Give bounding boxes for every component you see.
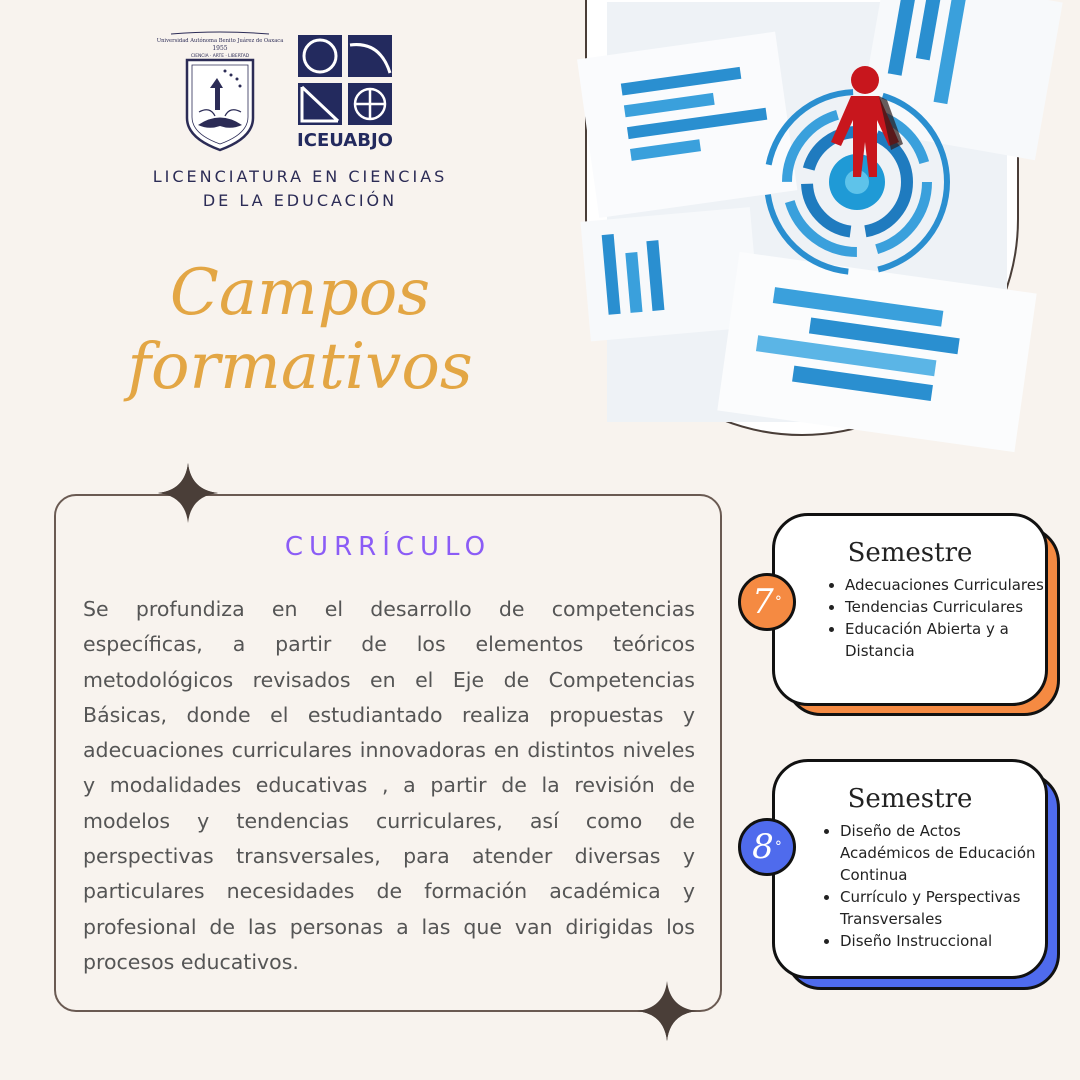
title-line-1: Campos: [169, 256, 431, 330]
program-line-2: DE LA EDUCACIÓN: [202, 191, 398, 210]
program-line-1: LICENCIATURA EN CIENCIAS: [152, 167, 448, 186]
semester-8-title: Semestre: [847, 784, 973, 814]
list-item: • Currículo y Perspectivas Transversales: [840, 886, 1052, 930]
semester-8-badge: [738, 818, 796, 876]
curriculum-card: [54, 494, 722, 1012]
list-item: • Adecuaciones Curriculares: [845, 574, 1050, 596]
uabjo-motto-text: CIENCIA · ARTE · LIBERTAD: [190, 54, 250, 59]
arch-photo-frame: [585, 0, 1019, 436]
semester-8-list: [820, 820, 1052, 952]
list-item: • Diseño de Actos Académicos de Educación Continua: [840, 820, 1052, 886]
semester-8-number: 8: [752, 827, 774, 867]
uabjo-seal-logo: [156, 30, 284, 155]
card-heading: CURRÍCULO: [284, 532, 492, 562]
iceuabjo-logo: [296, 33, 396, 151]
list-item: • Educación Abierta y a Distancia: [845, 618, 1050, 662]
sparkle-icon: [158, 463, 218, 523]
card-body-text: Se profundiza en el desarrollo de competencias específicas, a partir de los elementos teóricos metodológicos revisados en el Eje de Competencias Básicas, donde el estudiantado realiza propuestas y adecuaciones curriculares innovadoras en distintos niveles y modalidades educativas , a partir de la revisión de modelos y tendencias curriculares, así como de perspectivas transversales, para atender diversas y particulares necesidades de formación académica y profesional de las personas a las que van dirigidas los procesos educativos.: [83, 597, 695, 974]
iceuabjo-text: ICEUABJO: [297, 130, 393, 151]
page-title: [90, 256, 510, 404]
semester-7-badge: [738, 573, 796, 631]
uabjo-name-text: Universidad Autónoma Benito Juárez de Oaxaca: [156, 38, 284, 44]
sparkle-icon: [637, 981, 697, 1041]
list-item: • Tendencias Curriculares: [845, 596, 1050, 618]
semester-7-list: [825, 574, 1050, 662]
semester-8-card: [772, 759, 1048, 979]
program-name: [110, 165, 490, 213]
charts-figure-photo: [607, 2, 1007, 422]
degree-sign: °: [774, 839, 782, 855]
degree-sign: °: [774, 594, 782, 610]
semester-7-title: Semestre: [847, 538, 973, 568]
uabjo-year-text: 1955: [212, 45, 228, 52]
title-line-2: formativos: [127, 330, 473, 404]
semester-7-number: 7: [752, 582, 774, 622]
list-item: • Diseño Instruccional: [840, 930, 1052, 952]
semester-7-card: [772, 513, 1048, 706]
